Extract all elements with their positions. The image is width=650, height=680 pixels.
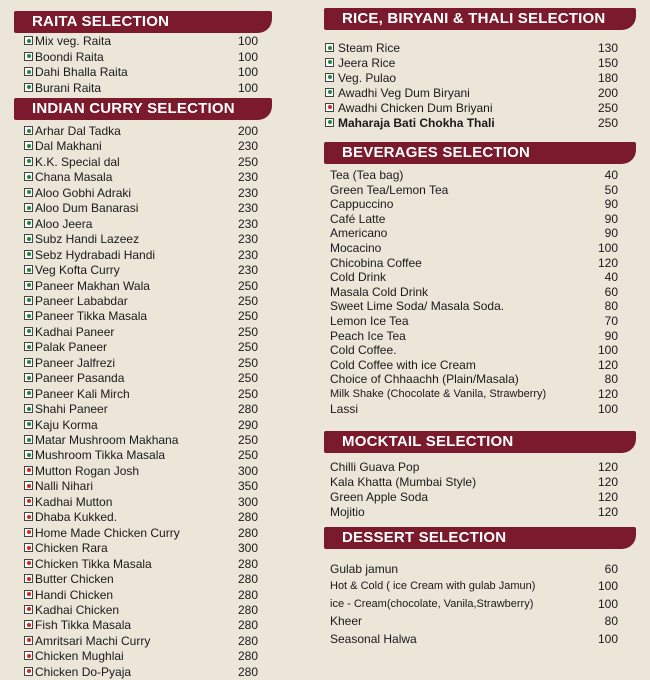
- veg-mark-icon: [325, 118, 334, 127]
- veg-mark-icon: [24, 435, 33, 444]
- item-price: 60: [604, 284, 618, 299]
- item-name: K.K. Special dal: [35, 154, 120, 169]
- item-name: Gulab jamun: [330, 562, 399, 576]
- veg-mark-icon: [24, 389, 33, 398]
- section-header-beverages-selection: BEVERAGES SELECTION: [324, 142, 636, 164]
- item-name: Lemon Ice Tea: [330, 314, 409, 328]
- item-price: 250: [237, 278, 258, 293]
- veg-mark-icon: [24, 188, 33, 197]
- item-name: Paneer Lababdar: [35, 293, 128, 308]
- item-name: Cold Drink: [330, 270, 387, 285]
- item-name: Chicken Rara: [35, 541, 108, 556]
- item-name: Kaju Korma: [35, 417, 98, 432]
- nonveg-mark-icon: [325, 103, 334, 112]
- item-price: 280: [237, 402, 258, 417]
- item-price: 250: [237, 433, 258, 447]
- item-price: 120: [597, 475, 618, 489]
- item-name: Veg. Pulao: [338, 70, 397, 85]
- veg-mark-icon: [24, 83, 33, 92]
- item-name: Handi Chicken: [35, 587, 114, 602]
- item-price: 120: [597, 255, 618, 270]
- item-name: Chilli Guava Pop: [330, 460, 420, 474]
- item-name: Paneer Tikka Masala: [35, 309, 148, 324]
- item-name: Aloo Jeera: [35, 216, 93, 231]
- item-price: 250: [237, 386, 258, 401]
- item-price: 60: [604, 562, 618, 576]
- nonveg-mark-icon: [24, 481, 33, 490]
- item-price: 100: [597, 579, 618, 594]
- item-name: Kadhai Paneer: [35, 324, 115, 339]
- veg-mark-icon: [24, 219, 33, 228]
- item-price: 250: [237, 293, 258, 308]
- item-price: 200: [237, 124, 258, 138]
- nonveg-mark-icon: [24, 466, 33, 475]
- item-price: 100: [597, 343, 618, 358]
- item-name: Green Apple Soda: [330, 490, 429, 504]
- item-price: 290: [237, 417, 258, 432]
- item-name: Cappuccino: [330, 197, 394, 212]
- item-name: Fish Tikka Masala: [35, 618, 132, 633]
- nonveg-mark-icon: [24, 667, 33, 676]
- nonveg-mark-icon: [24, 512, 33, 521]
- item-name: Steam Rice: [338, 41, 401, 55]
- veg-mark-icon: [24, 404, 33, 413]
- item-name: Boondi Raita: [35, 49, 104, 64]
- item-name: Milk Shake (Chocolate & Vanila, Strawberry): [330, 388, 547, 400]
- nonveg-mark-icon: [24, 651, 33, 660]
- item-name: Subz Handi Lazeez: [35, 232, 140, 247]
- item-price: 180: [597, 70, 618, 85]
- item-name: Awadhi Chicken Dum Briyani: [338, 100, 493, 115]
- item-name: Aloo Dum Banarasi: [35, 201, 139, 216]
- nonveg-mark-icon: [24, 497, 33, 506]
- section-header-indian-curry-selection: INDIAN CURRY SELECTION: [14, 98, 272, 120]
- veg-mark-icon: [325, 58, 334, 67]
- item-name: Green Tea/Lemon Tea: [330, 182, 449, 197]
- item-name: Masala Cold Drink: [330, 284, 429, 299]
- item-name: Dahi Bhalla Raita: [35, 65, 128, 79]
- item-name: Americano: [330, 226, 388, 241]
- item-price: 80: [604, 299, 618, 314]
- item-price: 230: [237, 263, 258, 278]
- item-price: 40: [604, 168, 618, 182]
- item-price: 230: [237, 201, 258, 216]
- item-price: 350: [237, 479, 258, 494]
- item-name: Awadhi Veg Dum Biryani: [338, 85, 470, 100]
- item-name: Choice of Chhaachh (Plain/Masala): [330, 372, 519, 387]
- item-name: Kala Khatta (Mumbai Style): [330, 475, 477, 489]
- item-price: 230: [237, 216, 258, 231]
- item-price: 90: [604, 211, 618, 226]
- item-price: 300: [237, 541, 258, 556]
- item-price: 230: [237, 185, 258, 200]
- section-header-raita-selection: RAITA SELECTION: [14, 11, 272, 33]
- item-price: 120: [597, 387, 618, 401]
- item-name: Chicken Mughlai: [35, 649, 124, 664]
- item-name: Paneer Jalfrezi: [35, 355, 116, 370]
- veg-mark-icon: [24, 296, 33, 305]
- item-price: 100: [237, 34, 258, 48]
- veg-mark-icon: [325, 73, 334, 82]
- item-name: Mutton Rogan Josh: [35, 463, 140, 478]
- nonveg-mark-icon: [24, 590, 33, 599]
- item-name: Kadhai Chicken: [35, 602, 120, 617]
- veg-mark-icon: [24, 141, 33, 150]
- item-price: 280: [237, 664, 258, 679]
- item-price: 250: [237, 154, 258, 169]
- item-price: 250: [237, 340, 258, 355]
- item-price: 230: [237, 139, 258, 154]
- veg-mark-icon: [24, 327, 33, 336]
- item-name: Hot & Cold ( ice Cream with gulab Jamun): [330, 580, 536, 593]
- item-price: 150: [597, 55, 618, 70]
- item-name: Lassi: [330, 401, 359, 416]
- veg-mark-icon: [24, 67, 33, 76]
- item-name: Kadhai Mutton: [35, 494, 113, 509]
- item-price: 100: [597, 241, 618, 255]
- item-name: Kheer: [330, 614, 363, 629]
- item-name: Paneer Pasanda: [35, 371, 125, 386]
- item-name: Paneer Kali Mirch: [35, 386, 130, 401]
- item-price: 90: [604, 197, 618, 212]
- item-name: Mocacino: [330, 241, 382, 255]
- item-price: 80: [604, 614, 618, 629]
- item-name: Sebz Hydrabadi Handi: [35, 247, 156, 262]
- veg-mark-icon: [24, 52, 33, 61]
- item-name: Home Made Chicken Curry: [35, 525, 180, 540]
- item-price: 100: [597, 631, 618, 646]
- item-price: 250: [237, 448, 258, 463]
- item-name: Burani Raita: [35, 80, 102, 95]
- item-price: 80: [604, 372, 618, 387]
- item-price: 120: [597, 505, 618, 519]
- nonveg-mark-icon: [24, 605, 33, 614]
- item-name: Veg Kofta Curry: [35, 263, 120, 278]
- item-name: Mushroom Tikka Masala: [35, 448, 166, 463]
- item-price: 280: [237, 556, 258, 571]
- veg-mark-icon: [24, 203, 33, 212]
- item-price: 100: [237, 65, 258, 79]
- item-name: Cold Coffee.: [330, 343, 397, 358]
- nonveg-mark-icon: [24, 528, 33, 537]
- veg-mark-icon: [24, 234, 33, 243]
- item-price: 90: [604, 328, 618, 343]
- veg-mark-icon: [24, 342, 33, 351]
- item-name: Matar Mushroom Makhana: [35, 433, 179, 447]
- item-price: 300: [237, 494, 258, 509]
- item-price: 70: [604, 314, 618, 328]
- item-price: 280: [237, 618, 258, 633]
- veg-mark-icon: [24, 126, 33, 135]
- item-name: Cold Coffee with ice Cream: [330, 357, 476, 372]
- nonveg-mark-icon: [24, 574, 33, 583]
- item-name: Chana Masala: [35, 170, 113, 185]
- item-name: Arhar Dal Tadka: [35, 124, 121, 138]
- item-name: ice - Cream(chocolate, Vanila,Strawberry): [330, 597, 534, 610]
- item-price: 280: [237, 510, 258, 525]
- item-price: 120: [597, 490, 618, 504]
- item-name: Mix veg. Raita: [35, 34, 112, 48]
- veg-mark-icon: [24, 450, 33, 459]
- item-name: Dal Makhani: [35, 139, 102, 154]
- veg-mark-icon: [24, 281, 33, 290]
- veg-mark-icon: [24, 157, 33, 166]
- item-price: 100: [597, 596, 618, 611]
- item-price: 230: [237, 232, 258, 247]
- section-header-dessert-selection: DESSERT SELECTION: [324, 527, 636, 549]
- item-name: Amritsari Machi Curry: [35, 633, 151, 648]
- item-name: Tea (Tea bag): [330, 168, 404, 182]
- item-price: 130: [597, 41, 618, 55]
- veg-mark-icon: [24, 265, 33, 274]
- item-price: 280: [237, 633, 258, 648]
- item-price: 120: [597, 357, 618, 372]
- section-header-rice-biryani-thali-selection: RICE, BIRYANI & THALI SELECTION: [324, 8, 636, 30]
- item-price: 300: [237, 463, 258, 478]
- nonveg-mark-icon: [24, 559, 33, 568]
- item-name: Aloo Gobhi Adraki: [35, 185, 132, 200]
- nonveg-mark-icon: [24, 636, 33, 645]
- item-price: 280: [237, 587, 258, 602]
- veg-mark-icon: [325, 43, 334, 52]
- veg-mark-icon: [24, 420, 33, 429]
- item-price: 250: [237, 309, 258, 324]
- item-price: 100: [237, 80, 258, 95]
- veg-mark-icon: [24, 172, 33, 181]
- veg-mark-icon: [325, 88, 334, 97]
- item-price: 120: [597, 460, 618, 474]
- item-price: 200: [597, 85, 618, 100]
- veg-mark-icon: [24, 250, 33, 259]
- item-price: 230: [237, 247, 258, 262]
- item-name: Dhaba Kukked.: [35, 510, 118, 525]
- veg-mark-icon: [24, 36, 33, 45]
- item-name: Mojitio: [330, 505, 365, 519]
- item-name: Nalli Nihari: [35, 479, 94, 494]
- section-header-mocktail-selection: MOCKTAIL SELECTION: [324, 431, 636, 453]
- item-price: 40: [604, 270, 618, 285]
- item-name: Butter Chicken: [35, 572, 114, 587]
- veg-mark-icon: [24, 358, 33, 367]
- item-price: 250: [597, 100, 618, 115]
- item-name: Seasonal Halwa: [330, 631, 417, 646]
- item-name: Maharaja Bati Chokha Thali: [338, 115, 495, 130]
- item-price: 280: [237, 572, 258, 587]
- item-price: 280: [237, 649, 258, 664]
- item-name: Palak Paneer: [35, 340, 108, 355]
- item-name: Jeera Rice: [338, 55, 396, 70]
- item-price: 280: [237, 602, 258, 617]
- item-price: 250: [237, 355, 258, 370]
- item-price: 280: [237, 525, 258, 540]
- item-name: Café Latte: [330, 211, 386, 226]
- item-price: 250: [597, 115, 618, 130]
- item-price: 100: [237, 49, 258, 64]
- item-name: Peach Ice Tea: [330, 328, 406, 343]
- item-name: Paneer Makhan Wala: [35, 278, 150, 293]
- item-name: Chicken Do-Pyaja: [35, 664, 132, 679]
- veg-mark-icon: [24, 373, 33, 382]
- veg-mark-icon: [24, 311, 33, 320]
- item-price: 250: [237, 324, 258, 339]
- item-price: 230: [237, 170, 258, 185]
- nonveg-mark-icon: [24, 543, 33, 552]
- item-name: Chicken Tikka Masala: [35, 556, 152, 571]
- item-price: 50: [604, 182, 618, 197]
- item-price: 90: [604, 226, 618, 241]
- item-name: Chicobina Coffee: [330, 255, 422, 270]
- item-name: Shahi Paneer: [35, 402, 108, 417]
- nonveg-mark-icon: [24, 620, 33, 629]
- item-price: 100: [597, 401, 618, 416]
- item-price: 250: [237, 371, 258, 386]
- item-name: Sweet Lime Soda/ Masala Soda.: [330, 299, 505, 314]
